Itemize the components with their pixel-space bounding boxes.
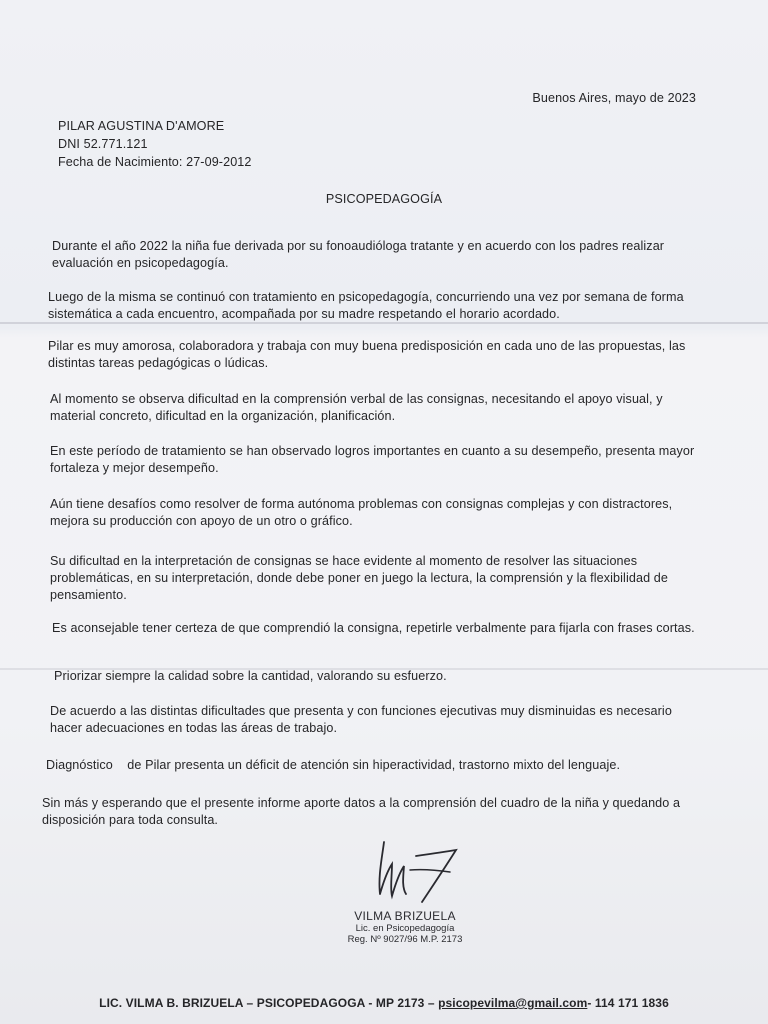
patient-name: PILAR AGUSTINA D'AMORE	[58, 119, 225, 133]
footer-email-link[interactable]: psicopevilma@gmail.com	[438, 996, 588, 1010]
stamp-name: VILMA BRIZUELA	[354, 909, 456, 923]
paragraph: Su dificultad en la interpretación de consignas se hace evidente al momento de resolver las situaciones problemáticas, en su interpretación, donde debe poner en juego la lectura, la comprensión y la flexibilidad de pensamiento.	[50, 554, 668, 602]
paragraph: Luego de la misma se continuó con tratamiento en psicopedagogía, concurriendo una vez por semana de forma sistemática a cada encuentro, acompañada por su madre respetando el horario acordado.	[48, 290, 684, 321]
stamp-title: Lic. en Psicopedagogía	[355, 923, 455, 934]
paragraph: Durante el año 2022 la niña fue derivada por su fonoaudióloga tratante y en acuerdo con los padres realizar evaluación en psicopedagogía.	[52, 239, 665, 270]
paragraph: Priorizar siempre la calidad sobre la cantidad, valorando su esfuerzo.	[54, 669, 447, 683]
paragraph: De acuerdo a las distintas dificultades que presenta y con funciones ejecutivas muy disminuidas es necesario hacer adecuaciones en todas las áreas de trabajo.	[50, 704, 672, 735]
document-heading: PSICOPEDAGOGÍA	[325, 192, 443, 206]
patient-block	[58, 117, 252, 171]
paragraph: Al momento se observa dificultad en la comprensión verbal de las consignas, necesitando el apoyo visual, y material concreto, dificultad en la organización, planificación.	[50, 392, 663, 423]
footer-phone: - 114 171 1836	[587, 996, 669, 1010]
handwritten-signature	[370, 836, 480, 916]
paragraph: Aún tiene desafíos como resolver de forma autónoma problemas con consignas complejas y con distractores, mejora su producción con apoyo de un otro o gráfico.	[50, 497, 673, 528]
footer-prefix: LIC. VILMA B. BRIZUELA – PSICOPEDAGOGA - MP 2173 –	[99, 996, 439, 1010]
diagnosis-paragraph: Diagnóstico de Pilar presenta un déficit de atención sin hiperactividad, trastorno mixto del lenguaje.	[46, 758, 621, 772]
patient-birth-date: Fecha de Nacimiento: 27-09-2012	[58, 155, 252, 169]
paragraph: Pilar es muy amorosa, colaboradora y trabaja con muy buena predisposición en cada uno de las propuestas, las distintas tareas pedagógicas o lúdicas.	[48, 339, 686, 370]
patient-dni: DNI 52.771.121	[58, 137, 148, 151]
letter-date: Buenos Aires, mayo de 2023	[532, 91, 696, 105]
paragraph: Es aconsejable tener certeza de que comprendió la consigna, repetirle verbalmente para fijarla con frases cortas.	[52, 621, 695, 635]
closing-paragraph: Sin más y esperando que el presente informe aporte datos a la comprensión del cuadro de la niña y quedando a disposición para toda consulta.	[42, 796, 681, 827]
letterhead-footer	[0, 996, 768, 1010]
paragraph: En este período de tratamiento se han observado logros importantes en cuanto a su desempeño, presenta mayor fortaleza y mejor desempeño.	[50, 444, 695, 475]
professional-stamp	[330, 909, 480, 945]
stamp-registration: Reg. Nº 9027/96 M.P. 2173	[347, 934, 463, 945]
